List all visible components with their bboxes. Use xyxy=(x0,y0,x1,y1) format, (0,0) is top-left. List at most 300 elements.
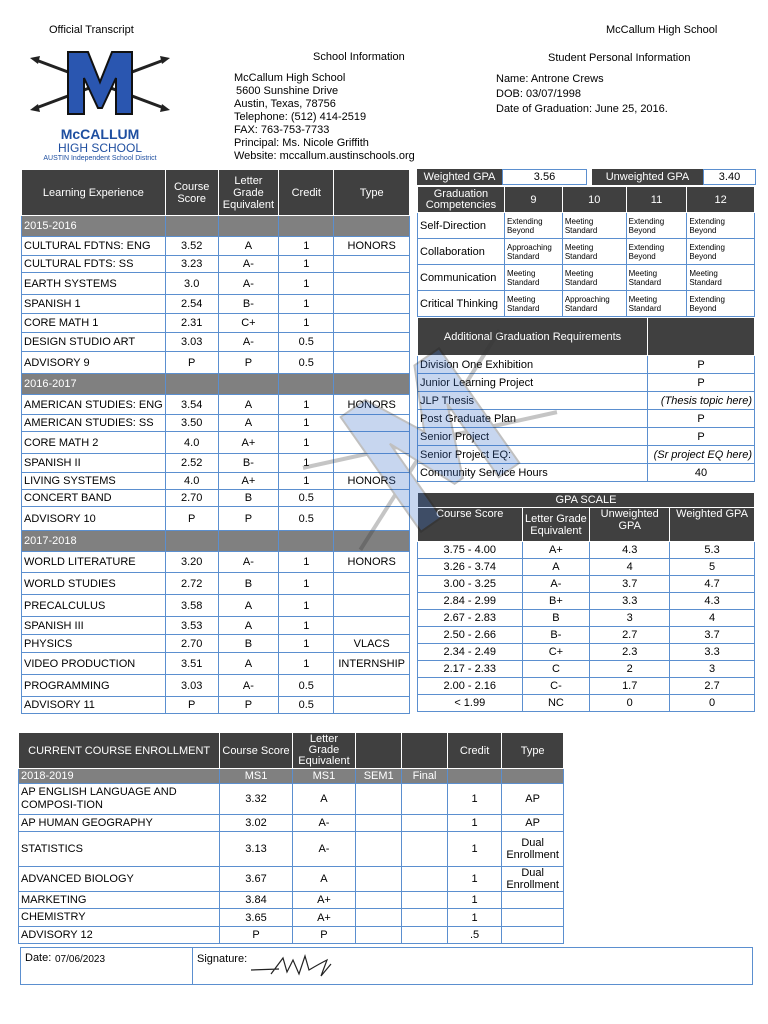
doc-title: Official Transcript xyxy=(49,24,134,36)
course-type xyxy=(334,333,410,352)
current-letter: A- xyxy=(292,815,355,832)
logo-line1: McCALLUM xyxy=(60,126,140,142)
school-info-line: Austin, Texas, 78756 xyxy=(234,98,336,110)
course-credit: 1 xyxy=(279,295,334,314)
current-course-row xyxy=(19,927,564,944)
student-name: Name: Antrone Crews xyxy=(496,73,604,85)
current-sem1 xyxy=(356,867,402,892)
course-score: 4.0 xyxy=(165,432,218,454)
gpa-bar xyxy=(417,169,756,185)
year-row-blank xyxy=(279,374,334,395)
scale-letter: A+ xyxy=(522,542,590,559)
requirement-name: Senior Project EQ: xyxy=(418,446,648,464)
competency-level: Extending Beyond xyxy=(687,291,755,317)
col-header: Letter Grade Equivalent xyxy=(218,170,279,216)
scale-letter: B- xyxy=(522,627,590,644)
course-letter: A- xyxy=(218,273,279,295)
gpa-scale-row xyxy=(418,627,755,644)
course-name: PRECALCULUS xyxy=(22,595,166,617)
course-credit: 0.5 xyxy=(279,675,334,697)
competency-row xyxy=(418,291,755,317)
additional-heading-blank xyxy=(648,318,755,356)
current-subheader xyxy=(502,769,564,784)
course-score: 3.53 xyxy=(165,617,218,635)
scale-weighted: 4 xyxy=(670,610,755,627)
current-type: Dual Enrollment xyxy=(502,867,564,892)
competency-level: Approaching Standard xyxy=(562,291,626,317)
course-credit: 0.5 xyxy=(279,352,334,374)
weighted-gpa-label: Weighted GPA xyxy=(417,169,502,185)
course-name: AMERICAN STUDIES: SS xyxy=(22,415,166,432)
competency-level: Approaching Standard xyxy=(504,239,562,265)
course-score: 3.20 xyxy=(165,552,218,573)
current-credit: 1 xyxy=(447,784,501,815)
course-name: ADVISORY 11 xyxy=(22,697,166,714)
school-info-line: 5600 Sunshine Drive xyxy=(236,85,339,97)
current-subheader: MS1 xyxy=(292,769,355,784)
additional-body xyxy=(418,356,755,482)
col-header: Learning Experience xyxy=(22,170,166,216)
current-credit: 1 xyxy=(447,909,501,927)
school-info-line: FAX: 763-753-7733 xyxy=(234,124,330,136)
course-row xyxy=(22,395,410,415)
current-type xyxy=(502,909,564,927)
competency-row xyxy=(418,265,755,291)
scale-weighted: 5 xyxy=(670,559,755,576)
current-subheader-row xyxy=(19,769,564,784)
course-credit: 1 xyxy=(279,595,334,617)
course-letter: A xyxy=(218,595,279,617)
school-info-line: Principal: Ms. Nicole Griffith xyxy=(234,137,369,149)
current-final xyxy=(402,927,448,944)
scale-range: < 1.99 xyxy=(418,695,523,712)
course-credit: 1 xyxy=(279,552,334,573)
current-credit: 1 xyxy=(447,892,501,909)
course-type xyxy=(334,697,410,714)
gpa-scale-row xyxy=(418,610,755,627)
competency-level: Extending Beyond xyxy=(504,213,562,239)
course-name: LIVING SYSTEMS xyxy=(22,473,166,490)
competency-level: Meeting Standard xyxy=(562,239,626,265)
unweighted-gpa-label: Unweighted GPA xyxy=(592,169,703,185)
scale-weighted: 2.7 xyxy=(670,678,755,695)
course-type: VLACS xyxy=(334,635,410,653)
course-row xyxy=(22,573,410,595)
course-name: EARTH SYSTEMS xyxy=(22,273,166,295)
gpa-scale-row xyxy=(418,559,755,576)
additional-table xyxy=(417,317,755,482)
current-sem1 xyxy=(356,927,402,944)
course-letter: A- xyxy=(218,675,279,697)
current-score: 3.32 xyxy=(220,784,292,815)
scale-unweighted: 2.3 xyxy=(590,644,670,661)
course-score: 3.52 xyxy=(165,237,218,256)
course-row xyxy=(22,314,410,333)
scale-range: 3.26 - 3.74 xyxy=(418,559,523,576)
course-score: 3.03 xyxy=(165,675,218,697)
course-type xyxy=(334,573,410,595)
scale-weighted: 4.7 xyxy=(670,576,755,593)
competency-row xyxy=(418,213,755,239)
requirement-name: JLP Thesis xyxy=(418,392,648,410)
course-letter: A+ xyxy=(218,432,279,454)
course-name: AMERICAN STUDIES: ENG xyxy=(22,395,166,415)
year-row-blank xyxy=(218,531,279,552)
course-score: 2.70 xyxy=(165,635,218,653)
course-row xyxy=(22,595,410,617)
graduation-date: Date of Graduation: June 25, 2016. xyxy=(496,103,668,115)
course-score: 2.70 xyxy=(165,490,218,507)
date-label: Date: xyxy=(25,952,52,964)
year-row-blank xyxy=(279,216,334,237)
course-score: 3.51 xyxy=(165,653,218,675)
course-score: P xyxy=(165,352,218,374)
course-type: INTERNSHIP xyxy=(334,653,410,675)
school-info-line: Website: mccallum.austinschools.org xyxy=(234,150,415,162)
gpa-scale-row xyxy=(418,678,755,695)
comp-header: 11 xyxy=(626,187,687,213)
scale-unweighted: 3.3 xyxy=(590,593,670,610)
course-row xyxy=(22,552,410,573)
requirement-status: (Sr project EQ here) xyxy=(648,446,755,464)
course-credit: 1 xyxy=(279,415,334,432)
competency-level: Meeting Standard xyxy=(562,213,626,239)
current-type: Dual Enrollment xyxy=(502,832,564,867)
course-name: ADVISORY 9 xyxy=(22,352,166,374)
competency-name: Critical Thinking xyxy=(418,291,505,317)
current-course-row xyxy=(19,867,564,892)
requirement-status: P xyxy=(648,410,755,428)
competency-name: Communication xyxy=(418,265,505,291)
requirement-status: (Thesis topic here) xyxy=(648,392,755,410)
course-letter: A- xyxy=(218,256,279,273)
competency-level: Meeting Standard xyxy=(504,291,562,317)
gpa-scale-row xyxy=(418,593,755,610)
course-type xyxy=(334,490,410,507)
course-credit: 1 xyxy=(279,573,334,595)
scale-range: 2.00 - 2.16 xyxy=(418,678,523,695)
course-name: SPANISH III xyxy=(22,617,166,635)
scale-weighted: 3.7 xyxy=(670,627,755,644)
course-type xyxy=(334,432,410,454)
course-name: SPANISH II xyxy=(22,454,166,473)
current-course-row xyxy=(19,784,564,815)
courses-body xyxy=(22,216,410,714)
current-letter: A- xyxy=(292,832,355,867)
course-type: HONORS xyxy=(334,552,410,573)
competency-level: Meeting Standard xyxy=(687,265,755,291)
course-type xyxy=(334,415,410,432)
course-row xyxy=(22,635,410,653)
requirement-status: P xyxy=(648,356,755,374)
year-row-blank xyxy=(165,531,218,552)
scale-weighted: 4.3 xyxy=(670,593,755,610)
course-credit: 1 xyxy=(279,256,334,273)
footer-box xyxy=(20,947,753,985)
current-letter: A+ xyxy=(292,892,355,909)
competency-name: Collaboration xyxy=(418,239,505,265)
scale-range: 2.84 - 2.99 xyxy=(418,593,523,610)
logo-m-icon xyxy=(30,42,170,124)
current-credit: 1 xyxy=(447,867,501,892)
course-name: PROGRAMMING xyxy=(22,675,166,697)
gpa-scale-row xyxy=(418,661,755,678)
competency-row xyxy=(418,239,755,265)
requirement-row xyxy=(418,428,755,446)
gpa-scale-header: Unweighted GPA xyxy=(590,508,670,542)
course-credit: 1 xyxy=(279,617,334,635)
year-row-blank xyxy=(165,216,218,237)
competency-level: Extending Beyond xyxy=(626,239,687,265)
course-type xyxy=(334,273,410,295)
comp-header: 9 xyxy=(504,187,562,213)
current-credit: 1 xyxy=(447,815,501,832)
course-type: HONORS xyxy=(334,473,410,490)
scale-unweighted: 2.7 xyxy=(590,627,670,644)
course-score: 3.0 xyxy=(165,273,218,295)
logo-line3: AUSTIN Independent School District xyxy=(43,155,157,162)
course-name: PHYSICS xyxy=(22,635,166,653)
year-label: 2017-2018 xyxy=(22,531,166,552)
course-name: WORLD LITERATURE xyxy=(22,552,166,573)
year-label: 2015-2016 xyxy=(22,216,166,237)
course-score: 3.50 xyxy=(165,415,218,432)
requirement-name: Community Service Hours xyxy=(418,464,648,482)
course-letter: P xyxy=(218,352,279,374)
current-subheader: 2018-2019 xyxy=(19,769,220,784)
current-course-row xyxy=(19,815,564,832)
course-row xyxy=(22,237,410,256)
requirement-name: Senior Project xyxy=(418,428,648,446)
current-letter: A xyxy=(292,867,355,892)
course-row xyxy=(22,295,410,314)
course-name: SPANISH 1 xyxy=(22,295,166,314)
course-row xyxy=(22,333,410,352)
course-type xyxy=(334,617,410,635)
scale-letter: C xyxy=(522,661,590,678)
course-name: WORLD STUDIES xyxy=(22,573,166,595)
current-final xyxy=(402,909,448,927)
current-sem1 xyxy=(356,909,402,927)
current-header xyxy=(356,733,402,769)
requirement-row xyxy=(418,446,755,464)
current-course-name: AP ENGLISH LANGUAGE AND COMPOSI-TION xyxy=(19,784,220,815)
competency-level: Meeting Standard xyxy=(504,265,562,291)
year-label: 2016-2017 xyxy=(22,374,166,395)
scale-unweighted: 1.7 xyxy=(590,678,670,695)
current-credit: 1 xyxy=(447,832,501,867)
course-row xyxy=(22,454,410,473)
gpa-scale-row xyxy=(418,576,755,593)
course-credit: 1 xyxy=(279,635,334,653)
requirement-name: Junior Learning Project xyxy=(418,374,648,392)
course-credit: 0.5 xyxy=(279,507,334,531)
requirement-status: P xyxy=(648,374,755,392)
requirement-row xyxy=(418,356,755,374)
requirement-row xyxy=(418,374,755,392)
current-final xyxy=(402,892,448,909)
year-row-blank xyxy=(334,374,410,395)
school-info-line: McCallum High School xyxy=(234,72,346,84)
requirement-name: Division One Exhibition xyxy=(418,356,648,374)
current-final xyxy=(402,815,448,832)
course-letter: B- xyxy=(218,295,279,314)
current-course-row xyxy=(19,892,564,909)
course-type xyxy=(334,595,410,617)
course-letter: A- xyxy=(218,552,279,573)
date-cell xyxy=(21,948,193,984)
year-row xyxy=(22,531,410,552)
current-header: Type xyxy=(502,733,564,769)
course-letter: A xyxy=(218,415,279,432)
course-letter: A+ xyxy=(218,473,279,490)
course-credit: 1 xyxy=(279,237,334,256)
year-row-blank xyxy=(218,216,279,237)
course-name: ADVISORY 10 xyxy=(22,507,166,531)
current-course-name: MARKETING xyxy=(19,892,220,909)
col-header: Course Score xyxy=(165,170,218,216)
course-credit: 0.5 xyxy=(279,490,334,507)
student-info-heading: Student Personal Information xyxy=(548,52,691,64)
current-course-name: CHEMISTRY xyxy=(19,909,220,927)
current-course-name: ADVANCED BIOLOGY xyxy=(19,867,220,892)
current-credit: .5 xyxy=(447,927,501,944)
course-credit: 1 xyxy=(279,473,334,490)
school-name-top: McCallum High School xyxy=(606,24,718,36)
course-score: 4.0 xyxy=(165,473,218,490)
course-type: HONORS xyxy=(334,237,410,256)
current-final xyxy=(402,832,448,867)
year-row-blank xyxy=(279,531,334,552)
scale-unweighted: 4 xyxy=(590,559,670,576)
course-score: P xyxy=(165,507,218,531)
course-letter: P xyxy=(218,507,279,531)
current-course-row xyxy=(19,909,564,927)
year-row xyxy=(22,374,410,395)
competency-level: Extending Beyond xyxy=(687,213,755,239)
course-score: 3.54 xyxy=(165,395,218,415)
course-score: 3.23 xyxy=(165,256,218,273)
course-letter: A xyxy=(218,653,279,675)
course-letter: P xyxy=(218,697,279,714)
scale-letter: C- xyxy=(522,678,590,695)
course-credit: 1 xyxy=(279,395,334,415)
course-credit: 1 xyxy=(279,273,334,295)
course-letter: A xyxy=(218,395,279,415)
course-name: CULTURAL FDTNS: ENG xyxy=(22,237,166,256)
course-letter: A xyxy=(218,617,279,635)
requirement-name: Post Graduate Plan xyxy=(418,410,648,428)
course-score: 2.52 xyxy=(165,454,218,473)
course-name: CORE MATH 2 xyxy=(22,432,166,454)
scale-range: 2.17 - 2.33 xyxy=(418,661,523,678)
current-subheader: MS1 xyxy=(220,769,292,784)
scale-letter: B+ xyxy=(522,593,590,610)
col-header: Credit xyxy=(279,170,334,216)
course-type xyxy=(334,295,410,314)
course-row xyxy=(22,653,410,675)
requirement-status: 40 xyxy=(648,464,755,482)
scale-letter: A- xyxy=(522,576,590,593)
course-letter: A xyxy=(218,237,279,256)
course-row xyxy=(22,352,410,374)
current-letter: P xyxy=(292,927,355,944)
course-name: CORE MATH 1 xyxy=(22,314,166,333)
course-credit: 0.5 xyxy=(279,333,334,352)
current-score: 3.65 xyxy=(220,909,292,927)
course-score: 2.72 xyxy=(165,573,218,595)
requirement-status: P xyxy=(648,428,755,446)
comp-header: 12 xyxy=(687,187,755,213)
scale-range: 2.50 - 2.66 xyxy=(418,627,523,644)
year-row-blank xyxy=(218,374,279,395)
col-header: Type xyxy=(334,170,410,216)
current-final xyxy=(402,784,448,815)
logo-line2: HIGH SCHOOL xyxy=(57,141,142,155)
current-sem1 xyxy=(356,892,402,909)
school-info xyxy=(234,72,415,163)
course-type xyxy=(334,314,410,333)
current-course-name: AP HUMAN GEOGRAPHY xyxy=(19,815,220,832)
course-letter: B xyxy=(218,635,279,653)
course-score: 3.03 xyxy=(165,333,218,352)
unweighted-gpa-value: 3.40 xyxy=(703,169,756,185)
signature-icon xyxy=(249,950,359,982)
comp-header: 10 xyxy=(562,187,626,213)
course-credit: 1 xyxy=(279,314,334,333)
gpa-scale-title: GPA SCALE xyxy=(418,493,755,508)
school-info-line: Telephone: (512) 414-2519 xyxy=(234,111,367,123)
course-letter: B- xyxy=(218,454,279,473)
competency-level: Meeting Standard xyxy=(626,291,687,317)
current-type: AP xyxy=(502,784,564,815)
course-letter: A- xyxy=(218,333,279,352)
gpa-scale-body xyxy=(418,542,755,712)
course-type xyxy=(334,507,410,531)
course-row xyxy=(22,473,410,490)
course-score: 3.58 xyxy=(165,595,218,617)
scale-range: 2.67 - 2.83 xyxy=(418,610,523,627)
scale-letter: B xyxy=(522,610,590,627)
current-letter: A+ xyxy=(292,909,355,927)
current-header: CURRENT COURSE ENROLLMENT xyxy=(19,733,220,769)
current-course-name: ADVISORY 12 xyxy=(19,927,220,944)
course-score: 2.54 xyxy=(165,295,218,314)
course-name: CULTURAL FDTS: SS xyxy=(22,256,166,273)
current-subheader: Final xyxy=(402,769,448,784)
scale-unweighted: 0 xyxy=(590,695,670,712)
current-header xyxy=(402,733,448,769)
course-row xyxy=(22,415,410,432)
current-type xyxy=(502,927,564,944)
scale-unweighted: 2 xyxy=(590,661,670,678)
course-letter: B xyxy=(218,490,279,507)
current-subheader: SEM1 xyxy=(356,769,402,784)
scale-unweighted: 3 xyxy=(590,610,670,627)
current-header: Course Score xyxy=(220,733,292,769)
year-row-blank xyxy=(334,216,410,237)
course-credit: 0.5 xyxy=(279,697,334,714)
current-type xyxy=(502,892,564,909)
current-sem1 xyxy=(356,784,402,815)
course-row xyxy=(22,697,410,714)
scale-range: 3.75 - 4.00 xyxy=(418,542,523,559)
competency-name: Self-Direction xyxy=(418,213,505,239)
year-row-blank xyxy=(334,531,410,552)
current-sem1 xyxy=(356,815,402,832)
scale-weighted: 0 xyxy=(670,695,755,712)
scale-weighted: 3 xyxy=(670,661,755,678)
